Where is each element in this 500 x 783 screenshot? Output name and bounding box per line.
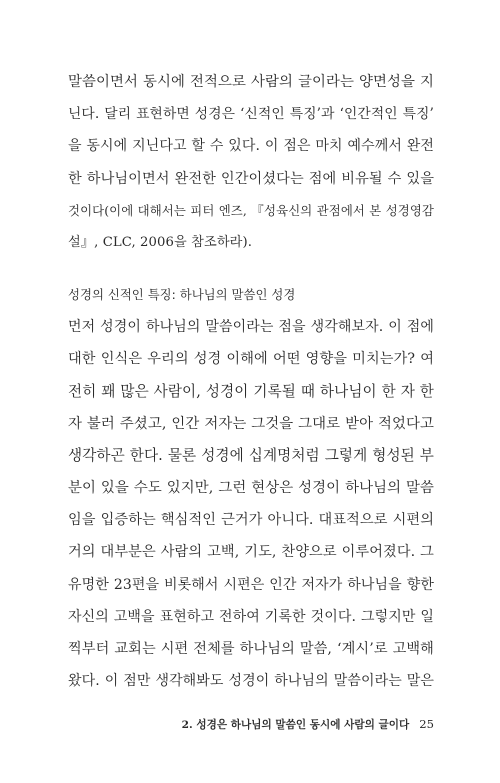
paragraph-2-line: 임을 입증하는 핵심적인 근거가 아니다. 대표적으로 시편의 xyxy=(68,512,434,529)
paragraph-2-line: 찍부터 교회는 시편 전체를 하나님의 말씀, ‘계시’로 고백해 xyxy=(68,641,434,657)
paragraph-1-line: 한 하나님이면서 완전한 인간이셨다는 점에 비유될 수 있을 xyxy=(68,170,434,187)
paragraph-2-line: 유명한 23편을 비롯해서 시편은 인간 저자가 하나님을 향한 xyxy=(68,576,434,593)
paragraph-2-line: 거의 대부분은 사람의 고백, 기도, 찬양으로 이루어졌다. 그 xyxy=(68,544,434,561)
paragraph-1-line: 설』, CLC, 2006을 참조하라). xyxy=(68,234,253,250)
page-number: 25 xyxy=(419,717,434,731)
paragraph-2-line: 자 불러 주셨고, 인간 저자는 그것을 그대로 받아 적었다고 xyxy=(68,415,434,432)
paragraph-2-line: 생각하곤 한다. 물론 성경에 십계명처럼 그렇게 형성된 부 xyxy=(68,446,434,464)
paragraph-1-line: 을 동시에 지닌다고 할 수 있다. 이 점은 마치 예수께서 완전 xyxy=(68,138,434,155)
paragraph-2-line: 먼저 성경이 하나님의 말씀이라는 점을 생각해보자. 이 점에 xyxy=(68,319,434,336)
running-title: 2. 성경은 하나님의 말씀인 동시에 사람의 글이다 xyxy=(181,719,410,731)
paragraph-2-line: 왔다. 이 점만 생각해봐도 성경이 하나님의 말씀이라는 말은 xyxy=(68,673,434,690)
paragraph-1-line: 닌다. 달리 표현하면 성경은 ‘신적인 특징’과 ‘인간적인 특징’ xyxy=(68,106,434,123)
paragraph-1-line: 말씀이면서 동시에 전적으로 사람의 글이라는 양면성을 지 xyxy=(68,74,434,90)
paragraph-2 xyxy=(68,311,434,697)
paragraph-2-line: 자신의 고백을 표현하고 전하여 기록한 것이다. 그렇지만 일 xyxy=(68,608,434,625)
page-body xyxy=(68,66,434,697)
section-heading: 성경의 신적인 특징: 하나님의 말씀인 성경 xyxy=(68,287,296,303)
paragraph-1-line: 것이다(이에 대해서는 피터 엔즈, 『성육신의 관점에서 본 성경영감 xyxy=(68,202,434,218)
paragraph-2-line: 전히 꽤 많은 사람이, 성경이 기록될 때 하나님이 한 자 한 xyxy=(68,382,434,400)
paragraph-2-line: 대한 인식은 우리의 성경 이해에 어떤 영향을 미치는가? 여 xyxy=(68,351,434,368)
page-footer xyxy=(0,717,434,732)
paragraph-1 xyxy=(68,66,434,259)
paragraph-2-line: 분이 있을 수도 있지만, 그런 현상은 성경이 하나님의 말씀 xyxy=(68,480,434,497)
